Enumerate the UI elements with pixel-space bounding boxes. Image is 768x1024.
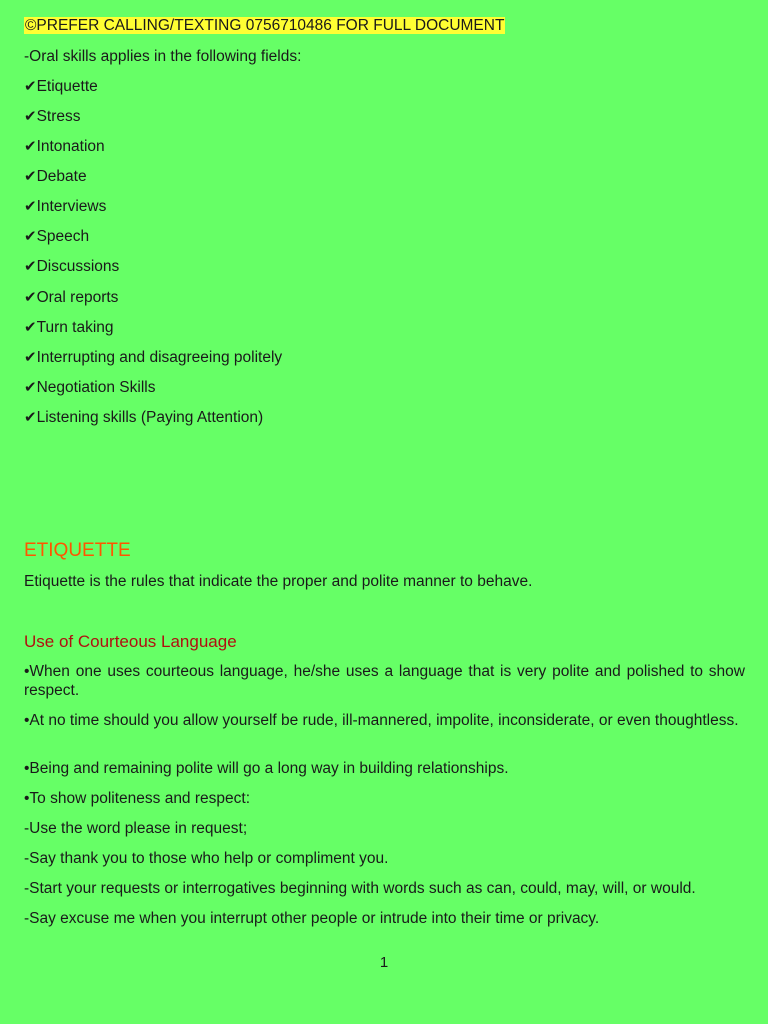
checkmark-icon: ✔ (24, 138, 37, 155)
checklist-item (24, 257, 119, 276)
checklist-item-label: Turn taking (36, 319, 114, 336)
paragraph: -Start your requests or interrogatives beginning with words such as can, could, may, will, or would. (24, 880, 696, 897)
paragraph: -Use the word please in request; (24, 820, 248, 837)
checklist-item (24, 107, 81, 126)
checklist-item-label: Speech (36, 228, 90, 245)
checklist-item-label: Oral reports (36, 289, 119, 306)
checkmark-icon: ✔ (24, 228, 37, 245)
paragraph: •To show politeness and respect: (24, 790, 250, 807)
checkmark-icon: ✔ (24, 78, 37, 95)
checkmark-icon: ✔ (24, 319, 37, 336)
page-number: 1 (379, 954, 389, 971)
paragraph: -Say excuse me when you interrupt other people or intrude into their time or privacy. (24, 910, 600, 927)
checklist-item (24, 77, 98, 96)
checklist-item-label: Stress (36, 108, 81, 125)
checklist-item-label: Negotiation Skills (36, 379, 156, 396)
checkmark-icon: ✔ (24, 409, 37, 426)
checkmark-icon: ✔ (24, 379, 37, 396)
checkmark-icon: ✔ (24, 349, 37, 366)
checklist-item-label: Intonation (36, 138, 105, 155)
paragraph: •Being and remaining polite will go a long way in building relationships. (24, 760, 509, 777)
section-definition: Etiquette is the rules that indicate the proper and polite manner to behave. (24, 573, 533, 590)
checklist-item (24, 167, 87, 186)
checkmark-icon: ✔ (24, 289, 37, 306)
checklist-item-label: Discussions (36, 258, 120, 275)
checklist-item-label: Etiquette (36, 78, 98, 95)
checkmark-icon: ✔ (24, 108, 37, 125)
checklist-item (24, 197, 106, 216)
checklist-item (24, 227, 89, 246)
intro-text: -Oral skills applies in the following fields: (24, 48, 302, 65)
section-heading: ETIQUETTE (24, 540, 131, 561)
checklist-item-label: Interviews (36, 198, 107, 215)
checklist-item-label: Debate (36, 168, 87, 185)
checklist-item (24, 288, 118, 307)
checkmark-icon: ✔ (24, 168, 37, 185)
checklist-item (24, 137, 105, 156)
paragraph: •At no time should you allow yourself be rude, ill-mannered, impolite, inconsiderate, or even thoughtless. (24, 712, 739, 729)
checkmark-icon: ✔ (24, 258, 37, 275)
checklist-item-label: Listening skills (Paying Attention) (36, 409, 264, 426)
checklist-item (24, 348, 282, 367)
paragraph: -Say thank you to those who help or compliment you. (24, 850, 389, 867)
checklist-item (24, 318, 114, 337)
checklist-item-label: Interrupting and disagreeing politely (36, 349, 283, 366)
checklist-item (24, 408, 263, 427)
checklist-item (24, 378, 155, 397)
banner-text: ©PREFER CALLING/TEXTING 0756710486 FOR FULL DOCUMENT (25, 17, 505, 34)
subsection-heading: Use of Courteous Language (24, 632, 237, 651)
checkmark-icon: ✔ (24, 198, 37, 215)
contact-banner (24, 16, 505, 35)
paragraph: •When one uses courteous language, he/she uses a language that is very polite and polished to show respect. (24, 663, 745, 699)
